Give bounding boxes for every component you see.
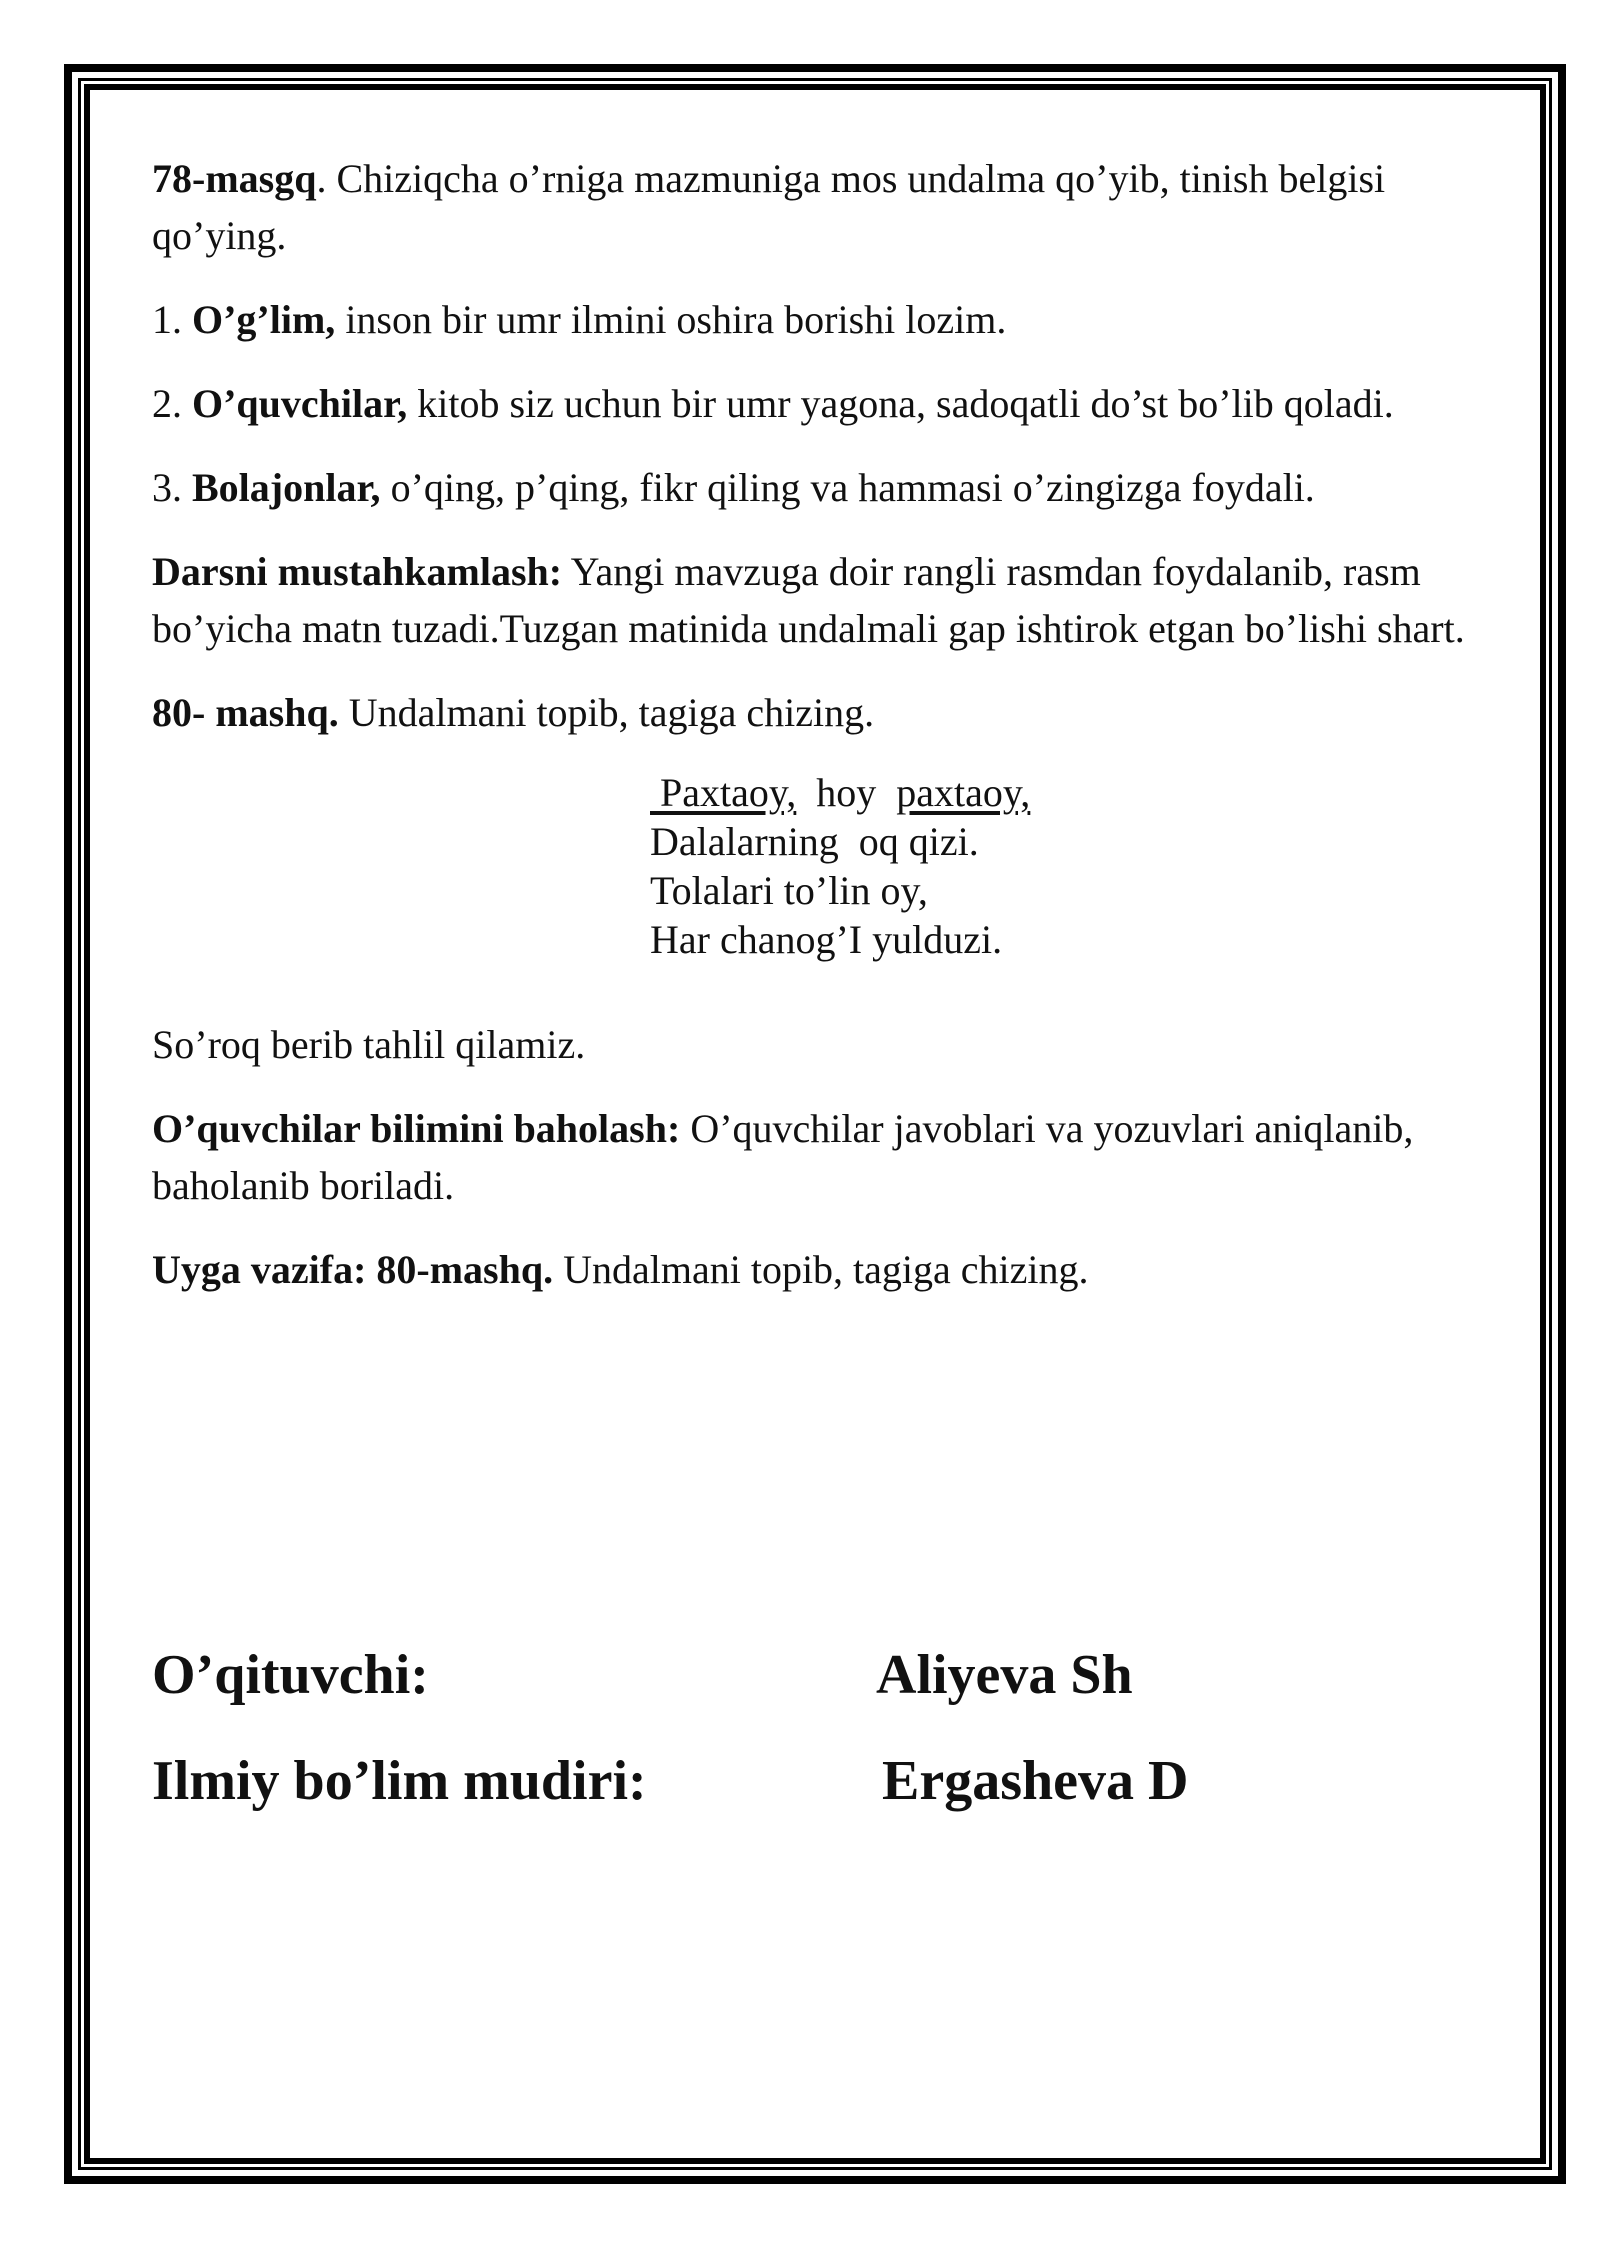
exercise-78-title: 78-masgq bbox=[152, 156, 317, 201]
poem-underlined-vocative: Paxtaoy, bbox=[650, 770, 797, 815]
exercise-80-heading bbox=[152, 684, 1522, 741]
item-text: inson bir umr ilmini oshira borishi lozim. bbox=[335, 297, 1007, 342]
signature-teacher bbox=[152, 1640, 1133, 1710]
assessment-paragraph bbox=[152, 1100, 1522, 1214]
poem-line-2: Dalalarning oq qizi. bbox=[650, 819, 979, 864]
homework-text: Undalmani topib, tagiga chizing. bbox=[553, 1247, 1089, 1292]
exercise-80-title: 80- mashq. bbox=[152, 690, 339, 735]
consolidation-text: Yangi mavzuga doir rangli rasmdan foydalanib, rasm bo’yicha matn tuzadi.Tuzgan matinida undalmali gap ishtirok etgan bo’lishi shart. bbox=[152, 549, 1465, 651]
exercise-78-instruction: . Chiziqcha o’rniga mazmuniga mos undalma qo’yib, tinish belgisi qo’ying. bbox=[152, 156, 1386, 258]
exercise-78-heading bbox=[152, 150, 1522, 264]
signature-role: O’qituvchi: bbox=[152, 1644, 429, 1706]
document-body bbox=[152, 150, 1522, 1325]
signature-name: Ergasheva D bbox=[882, 1750, 1189, 1812]
item-text: kitob siz uchun bir umr yagona, sadoqatli do’st bo’lib qoladi. bbox=[407, 381, 1394, 426]
item-vocative: O’quvchilar, bbox=[192, 381, 408, 426]
item-text: o’qing, p’qing, fikr qiling va hammasi o’zingizga foydali. bbox=[380, 465, 1315, 510]
exercise-80-instruction: Undalmani topib, tagiga chizing. bbox=[338, 690, 875, 735]
homework-label: Uyga vazifa: 80-mashq. bbox=[152, 1247, 554, 1292]
consolidation-label: Darsni mustahkamlash: bbox=[152, 549, 563, 594]
consolidation-paragraph bbox=[152, 543, 1522, 657]
item-number: 3. bbox=[152, 465, 192, 510]
assessment-text: O’quvchilar javoblari va yozuvlari aniqlanib, baholanib boriladi. bbox=[152, 1106, 1414, 1208]
homework-paragraph bbox=[152, 1241, 1522, 1298]
assessment-label: O’quvchilar bilimini baholash: bbox=[152, 1106, 681, 1151]
item-vocative: O’g’lim, bbox=[192, 297, 336, 342]
exercise-78-item-2 bbox=[152, 375, 1522, 432]
signature-name: Aliyeva Sh bbox=[876, 1644, 1133, 1706]
poem-line-1 bbox=[650, 768, 1522, 817]
analysis-line: So’roq berib tahlil qilamiz. bbox=[152, 1022, 586, 1067]
signature-role: Ilmiy bo’lim mudiri: bbox=[152, 1750, 647, 1812]
signature-head bbox=[152, 1746, 1189, 1816]
exercise-78-item-3 bbox=[152, 459, 1522, 516]
item-number: 2. bbox=[152, 381, 192, 426]
poem-word: hoy bbox=[796, 770, 897, 815]
exercise-78-item-1 bbox=[152, 291, 1522, 348]
item-number: 1. bbox=[152, 297, 192, 342]
poem-underlined-vocative: paxtaoy, bbox=[896, 770, 1031, 815]
item-vocative: Bolajonlar, bbox=[192, 465, 381, 510]
poem-line-4: Har chanog’I yulduzi. bbox=[650, 917, 1003, 962]
poem bbox=[650, 768, 1522, 964]
poem-line-3: Tolalari to’lin oy, bbox=[650, 868, 928, 913]
